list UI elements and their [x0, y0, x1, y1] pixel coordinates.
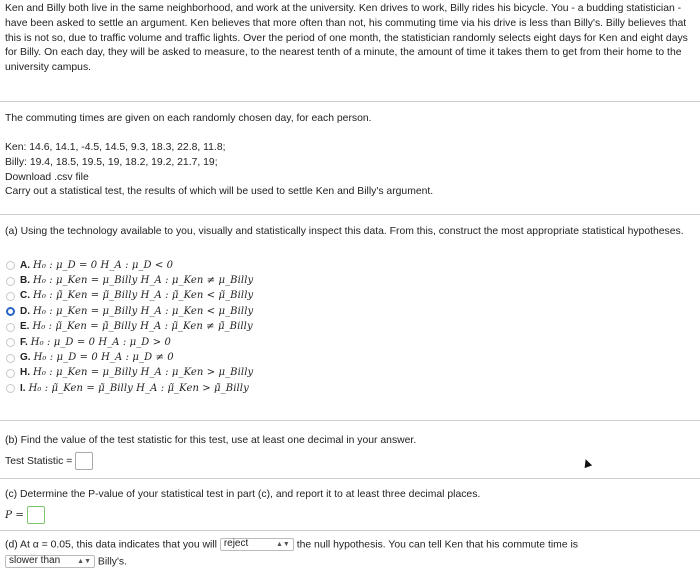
slower-select[interactable]: [5, 555, 95, 568]
carry-out-text: Carry out a statistical test, the results of which will be used to settle Ken and Billy's argument.: [5, 186, 434, 198]
part-d-middle: the null hypothesis. You can tell Ken that his commute time is: [296, 539, 578, 551]
download-csv-link[interactable]: Download .csv file: [5, 171, 89, 183]
divider: [0, 101, 700, 102]
radio-button[interactable]: [6, 261, 15, 270]
reject-select-value: reject: [223, 538, 249, 550]
part-a-question: [5, 225, 695, 240]
chevron-updown-icon: ▲▼: [77, 557, 91, 565]
ken-data: Ken: 14.6, 14.1, -4.5, 14.5, 9.3, 18.3, 22.8, 11.8;: [5, 142, 226, 153]
option-hypothesis: H₀ : μ_D = 0 H_A : μ_D ≠ 0: [33, 351, 174, 363]
option-hypothesis: H₀ : μ_Ken = μ_Billy H_A : μ_Ken < μ_Billy: [33, 305, 254, 317]
radio-button[interactable]: [6, 292, 15, 301]
reject-select[interactable]: [220, 538, 294, 551]
option-letter: A.: [20, 259, 30, 271]
hypothesis-option[interactable]: [6, 381, 253, 396]
chevron-updown-icon: ▲▼: [275, 540, 290, 548]
problem-intro: Ken and Billy both live in the same neighborhood, and work at the university. Ken drives to work, Billy rides his bicycle. You - a budding statistician - have been asked to settle an argument. Ken believes that more often than not, his commuting time via his drive is less than Billy's. Billy believes that this is not so, due to traffic volume and traffic lights. Over the period of one month, the statistician randomly selects eight days for Ken and eight days for Billy. On each day, they will be asked to measure, to the nearest tenth of a minute, the amount of time it takes them to get from their home to the university campus.: [5, 3, 688, 74]
hypothesis-option[interactable]: [6, 304, 253, 319]
test-statistic-label: Test Statistic =: [5, 455, 73, 467]
times-section: [5, 112, 695, 127]
hypothesis-option[interactable]: [6, 289, 253, 304]
radio-button[interactable]: [6, 338, 15, 347]
part-d-section: [5, 538, 695, 570]
part-c-section: [5, 488, 695, 524]
hypothesis-option[interactable]: [6, 366, 253, 381]
option-letter: B.: [20, 274, 30, 286]
option-letter: H.: [20, 367, 30, 379]
divider: [0, 478, 700, 479]
slower-select-value: slower than: [9, 555, 61, 567]
data-section: [5, 141, 695, 200]
times-intro: The commuting times are given on each randomly chosen day, for each person.: [5, 113, 372, 124]
hypothesis-option[interactable]: [6, 335, 253, 350]
option-letter: C.: [20, 290, 30, 302]
divider: [0, 420, 700, 421]
option-letter: I.: [20, 382, 26, 394]
radio-button[interactable]: [6, 384, 15, 393]
radio-button[interactable]: [6, 277, 15, 286]
option-letter: D.: [20, 305, 30, 317]
p-value-label: P =: [5, 508, 25, 521]
part-a-text: (a) Using the technology available to you, visually and statistically inspect this data. From this, construct the most appropriate statistical hypotheses.: [5, 226, 684, 237]
option-letter: F.: [20, 336, 28, 348]
hypothesis-option[interactable]: [6, 320, 253, 335]
option-hypothesis: H₀ : μ_Ken = μ_Billy H_A : μ_Ken > μ_Billy: [33, 367, 254, 379]
option-hypothesis: H₀ : μ_Ken = μ_Billy H_A : μ_Ken ≠ μ_Billy: [33, 274, 254, 286]
test-statistic-input[interactable]: [75, 452, 93, 470]
radio-button[interactable]: [6, 307, 15, 316]
option-letter: G.: [20, 351, 31, 363]
divider: [0, 530, 700, 531]
part-d-prefix: (d) At α = 0.05, this data indicates that you will: [5, 539, 217, 551]
radio-button[interactable]: [6, 369, 15, 378]
radio-button[interactable]: [6, 323, 15, 332]
option-hypothesis: H₀ : μ_D = 0 H_A : μ_D > 0: [30, 336, 171, 348]
hypothesis-options: [6, 258, 253, 397]
hypothesis-option[interactable]: [6, 258, 253, 273]
hypothesis-option[interactable]: [6, 273, 253, 288]
option-letter: E.: [20, 321, 30, 333]
radio-button[interactable]: [6, 354, 15, 363]
hypothesis-option[interactable]: [6, 350, 253, 365]
option-hypothesis: H₀ : μ_D = 0 H_A : μ_D < 0: [33, 259, 174, 271]
option-hypothesis: H₀ : μ̃_Ken = μ̃_Billy H_A : μ̃_Ken < μ̃_Billy: [33, 290, 254, 302]
p-value-input[interactable]: [27, 506, 45, 524]
part-b-text: (b) Find the value of the test statistic for this test, use at least one decimal in your answer.: [5, 435, 417, 446]
divider: [0, 214, 700, 215]
part-c-text: (c) Determine the P-value of your statistical test in part (c), and report it to at least three decimal places.: [5, 489, 481, 500]
option-hypothesis: H₀ : μ̃_Ken = μ̃_Billy H_A : μ̃_Ken > μ̃_Billy: [28, 382, 249, 394]
option-hypothesis: H₀ : μ̃_Ken = μ̃_Billy H_A : μ̃_Ken ≠ μ̃_Billy: [32, 321, 253, 333]
part-d-suffix: Billy's.: [97, 556, 128, 568]
billy-data: Billy: 19.4, 18.5, 19.5, 19, 18.2, 19.2, 21.7, 19;: [5, 156, 218, 168]
